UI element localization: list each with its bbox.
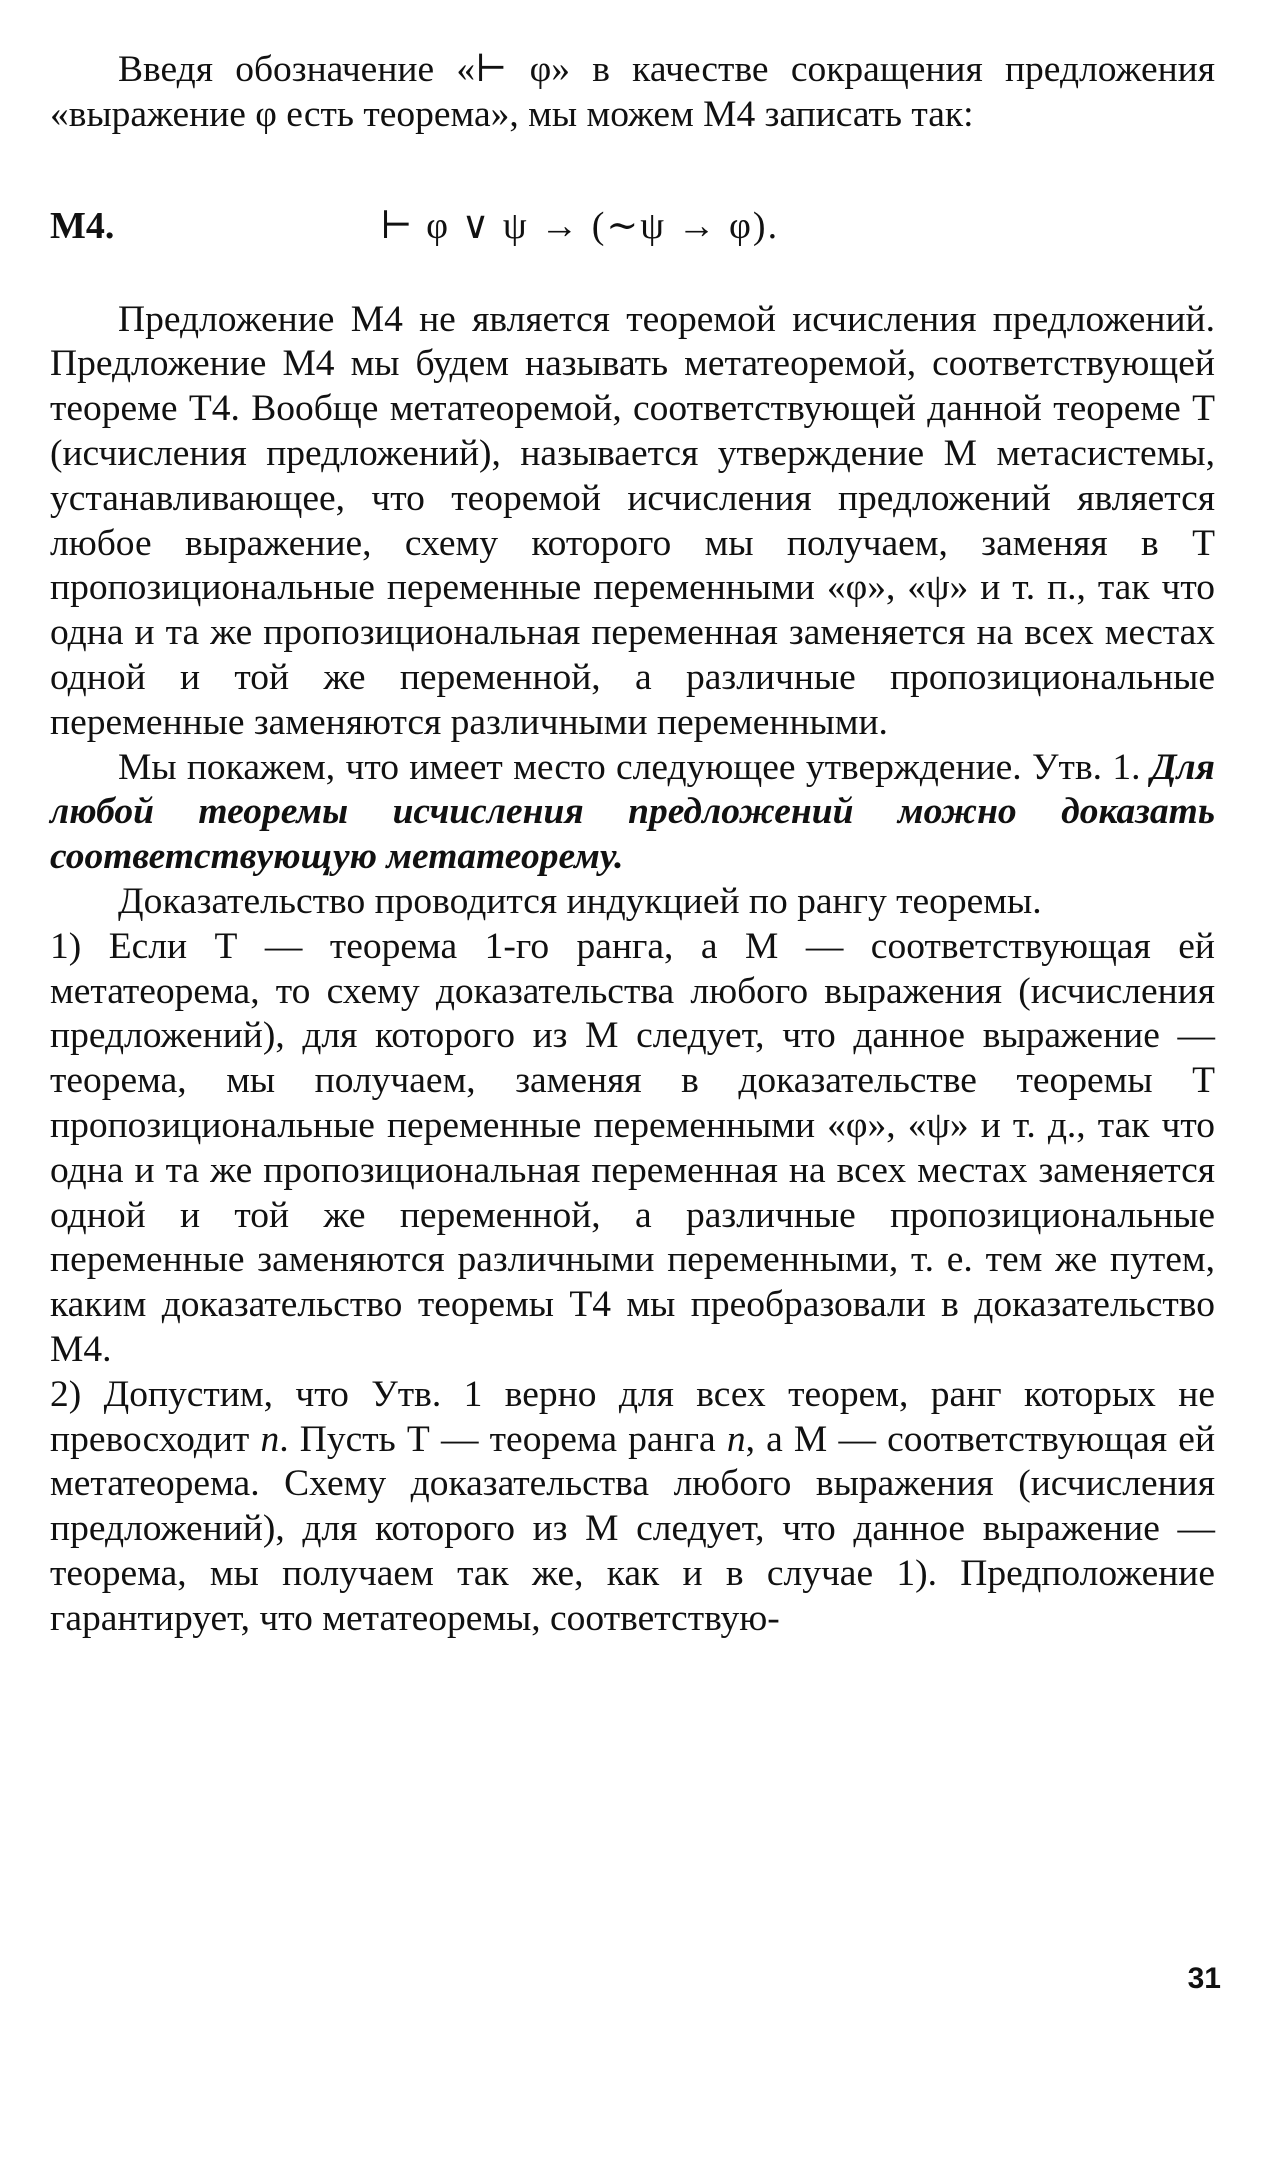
formula-expression: ⊢ φ ∨ ψ → (∼ψ → φ). <box>380 204 780 247</box>
paragraph-case-2 <box>50 1373 1215 1642</box>
case-2-end: , а М — соответствующая ей метатеорема. Схему доказательства любого выражения (исчисления предложений), для которого из М следует, что данное выражение — теорема, мы получаем так же, как и в случае 1). Предположение гарантирует, что метатеоремы, соответствую- <box>50 1418 1216 1639</box>
paragraph-case-1: 1) Если Т — теорема 1-го ранга, а М — соответствующая ей метатеорема, то схему доказательства любого выражения (исчисления предложений), для которого из М следует, что данное выражение — теорема, мы получаем, заменяя в доказательстве теоремы Т пропозициональные переменные переменными «φ», «ψ» и т. д., так что одна и та же пропозициональная переменная на всех местах заменяется одной и той же переменной, а различные пропозициональные переменные заменяются различными переменными, т. е. тем же путем, каким доказательство теоремы Т4 мы преобразовали в доказательство М4. <box>50 925 1215 1370</box>
statement-intro-text: Мы покажем, что имеет место следующее утверждение. Утв. 1. <box>118 746 1141 788</box>
paragraph-proof-intro: Доказательство проводится индукцией по рангу теоремы. <box>118 880 1042 922</box>
formula-label: М4. <box>50 204 115 247</box>
variable-n: n <box>726 1418 746 1460</box>
case-2-start: 2) Допустим, что Утв. 1 верно для всех теорем, ранг которых не превосходит <box>50 1373 1215 1460</box>
paragraph-statement-1 <box>50 746 1215 880</box>
paragraph-metatheorem-definition: Предложение М4 не является теоремой исчисления предложений. Предложение М4 мы будем называть метатеоремой, соответствующей теореме Т4. Вообще метатеоремой, соответствующей данной теореме Т (исчисления предложений), называется утверждение М метасистемы, устанавливающее, что теоремой исчисления предложений является любое выражение, схему которого мы получаем, заменяя в Т пропозициональные переменные переменными «φ», «ψ» и т. п., так что одна и та же пропозициональная переменная заменяется на всех местах одной и той же переменной, а различные пропозициональные переменные заменяются различными переменными. <box>50 298 1215 743</box>
variable-n: n <box>260 1418 280 1460</box>
page-number: 31 <box>1187 1962 1221 1995</box>
intro-paragraph: Введя обозначение «⊢ φ» в качестве сокращения предложения «выражение φ есть теорема», мы можем М4 записать так: <box>50 49 1215 135</box>
formula-m4 <box>50 196 1215 256</box>
statement-italic-text: Для любой теоремы исчисления предложений можно доказать соответствующую метатеорему. <box>50 746 1215 878</box>
case-2-middle: . Пусть Т — теорема ранга <box>279 1418 716 1460</box>
book-page <box>50 48 1215 1642</box>
